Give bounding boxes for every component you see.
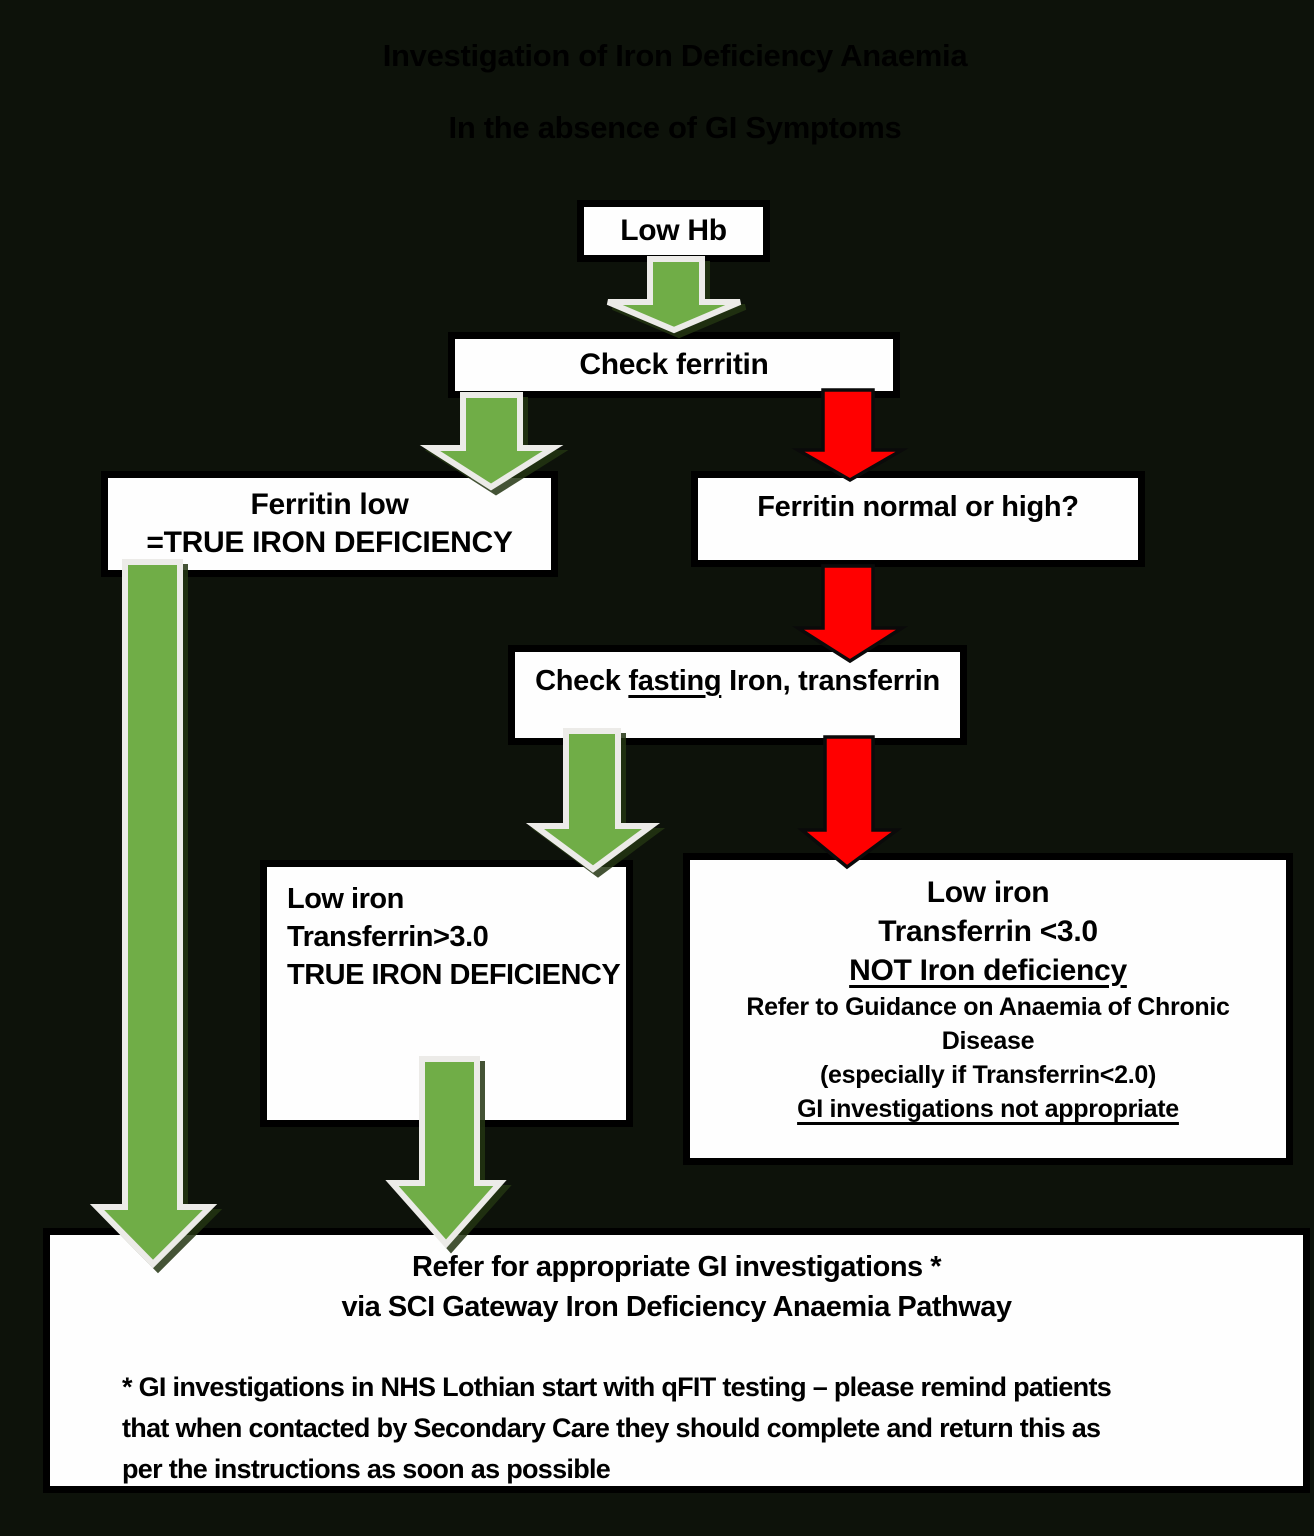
box-refer-note-line: per the instructions as soon as possible <box>122 1454 611 1484</box>
red-down-arrow-fasting-to-not-iron-icon <box>794 735 906 871</box>
green-down-arrow-ferritin-low-to-refer-icon <box>90 558 216 1270</box>
box-true-iron-line: Transferrin>3.0 <box>287 921 489 953</box>
box-refer-line: via SCI Gateway Iron Deficiency Anaemia Pathway <box>341 1291 1012 1323</box>
flowchart-title: Investigation of Iron Deficiency Anaemia <box>382 38 968 73</box>
box-refer-gi-investigations <box>43 1228 1310 1493</box>
box-refer-line: Refer for appropriate GI investigations * <box>412 1251 941 1283</box>
box-not-iron-line: NOT Iron deficiency <box>849 954 1127 987</box>
red-down-arrow-normal-to-fasting-icon <box>794 564 906 664</box>
flowchart-subtitle: In the absence of GI Symptoms <box>448 110 902 145</box>
box-check-ferritin-label: Check ferritin <box>579 348 769 381</box>
box-refer-note-line: that when contacted by Secondary Care they should complete and return this as <box>122 1413 1101 1443</box>
box-ferritin-normal-label: Ferritin normal or high? <box>757 491 1079 523</box>
box-ferritin-normal-or-high <box>691 471 1145 567</box>
box-not-iron-deficiency <box>683 853 1293 1165</box>
box-low-hb <box>577 200 770 262</box>
box-true-iron-line: TRUE IRON DEFICIENCY <box>287 959 621 991</box>
green-down-arrow-hb-to-ferritin-icon <box>600 256 748 334</box>
box-not-iron-line: Low iron <box>926 876 1050 909</box>
box-ferritin-low-line: =TRUE IRON DEFICIENCY <box>146 526 513 559</box>
box-not-iron-line: (especially if Transferrin<2.0) <box>819 1061 1156 1089</box>
box-not-iron-line: Refer to Guidance on Anaemia of Chronic <box>746 993 1230 1021</box>
box-ferritin-low-line: Ferritin low <box>250 488 409 521</box>
red-down-arrow-ferritin-to-normal-icon <box>794 388 906 484</box>
box-true-iron-line: Low iron <box>287 883 404 915</box>
box-not-iron-line: GI investigations not appropriate <box>797 1095 1179 1123</box>
box-not-iron-line: Disease <box>941 1027 1035 1055</box>
box-low-hb-label: Low Hb <box>620 214 727 247</box>
green-down-arrow-ferritin-to-low-icon <box>426 392 558 492</box>
green-down-arrow-true-to-refer-icon <box>386 1056 506 1248</box>
green-down-arrow-fasting-to-true-icon <box>530 728 656 873</box>
box-check-fasting-label: Check fasting Iron, transferrin <box>535 665 940 697</box>
box-not-iron-line: Transferrin <3.0 <box>878 915 1098 948</box>
box-refer-note-line: * GI investigations in NHS Lothian start with qFIT testing – please remind patients <box>122 1372 1112 1402</box>
